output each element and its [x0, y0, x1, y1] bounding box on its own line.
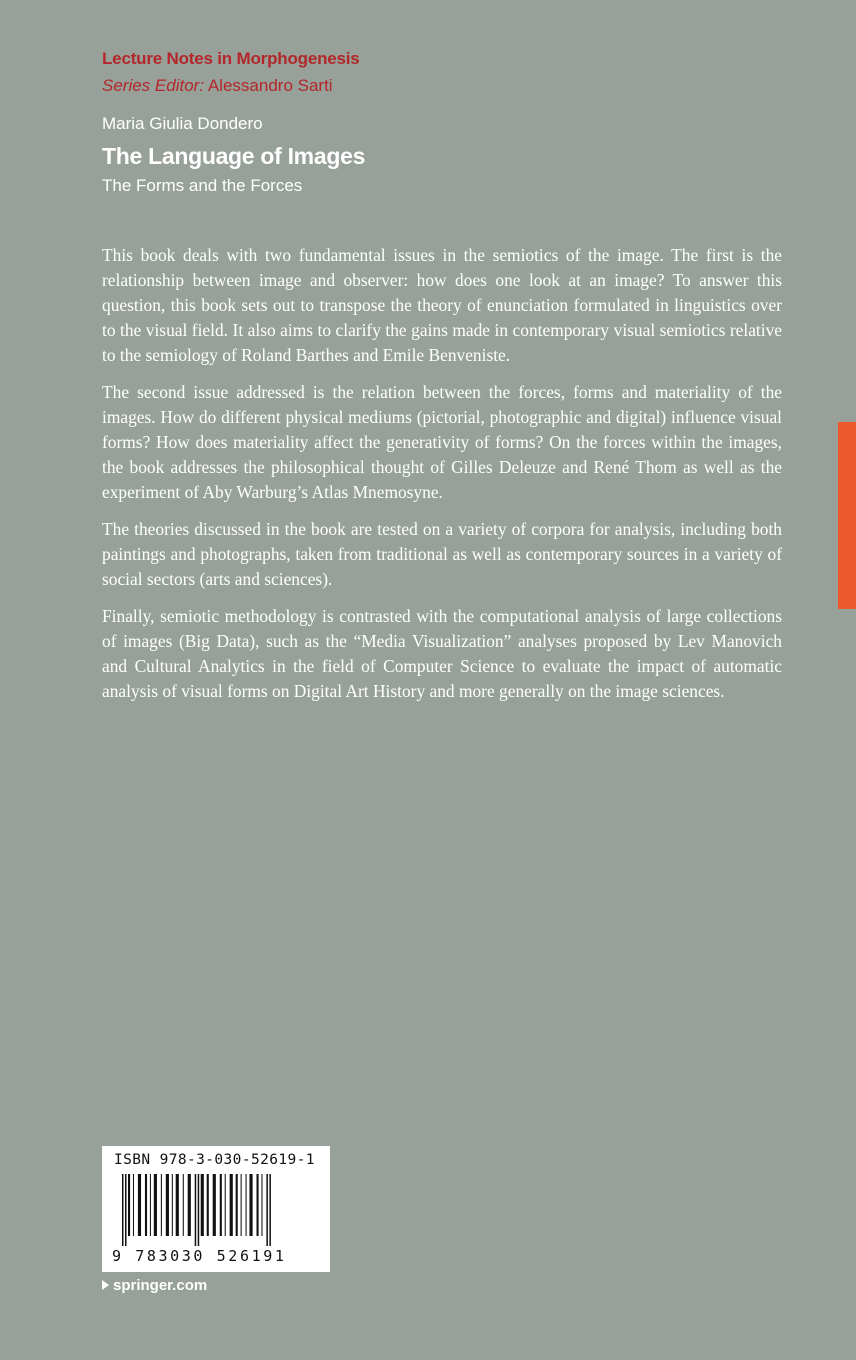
barcode-bar [213, 1174, 216, 1236]
barcode-bar [257, 1174, 259, 1236]
barcode-bar [261, 1174, 262, 1236]
barcode-bar [183, 1174, 184, 1236]
springer-link[interactable] [102, 1276, 207, 1296]
barcode-bar [188, 1174, 191, 1236]
barcode-bar [145, 1174, 147, 1236]
side-color-tab [838, 422, 856, 609]
blurb-paragraph: This book deals with two fundamental issues in the semiotics of the image. The first is the relationship between image and observer: how does one look at an image? To answer this question, this book sets out to transpose the theory of enunciation formulated in linguistics over to the visual field. It also aims to clarify the gains made in contemporary visual semiotics relative to the semiology of Roland Barthes and Emile Benveniste. [102, 245, 782, 365]
barcode-bar [150, 1174, 151, 1236]
barcode-bar [207, 1174, 209, 1236]
barcode-bars [110, 1174, 322, 1246]
barcode-bar [269, 1174, 271, 1246]
isbn-barcode [102, 1146, 330, 1272]
blurb-text [102, 243, 782, 716]
blurb-paragraph: Finally, semiotic methodology is contrasted with the computational analysis of large collections of images (Big Data), such as the “Media Visualization” analyses proposed by Lev Manovich and Cultural Analytics in the field of Computer Science to evaluate the impact of automatic analysis of visual forms on Digital Art History and more generally on the image sciences. [102, 606, 782, 701]
barcode-bar [122, 1174, 124, 1246]
barcode-digits: 9 783030 526191 [112, 1247, 287, 1265]
barcode-bar [198, 1174, 200, 1246]
barcode-bar [161, 1174, 162, 1236]
barcode-bar [125, 1174, 127, 1246]
barcode-bar [266, 1174, 268, 1246]
series-title: Lecture Notes in Morphogenesis [102, 49, 360, 68]
barcode-bar [176, 1174, 179, 1236]
series-editor [102, 73, 702, 99]
barcode-bar [166, 1174, 169, 1236]
barcode-bar [220, 1174, 222, 1236]
barcode-bar [236, 1174, 238, 1236]
series-editor-label: Series Editor: [102, 76, 205, 95]
barcode-bar [138, 1174, 141, 1236]
barcode-bar [133, 1174, 134, 1236]
springer-website: springer.com [113, 1277, 208, 1294]
blurb-paragraph: The second issue addressed is the relation between the forces, forms and materiality of the images. How do different physical mediums (pictorial, photographic and digital) influence visual forms? How does materiality affect the generativity of forms? On the forces within the images, the book addresses the philosophical thought of Gilles Deleuze and René Thom as well as the experiment of Aby Warburg’s Atlas Mnemosyne. [102, 382, 782, 502]
series-block [102, 48, 702, 99]
book-author: Maria Giulia Dondero [102, 114, 263, 133]
barcode-bar [154, 1174, 157, 1236]
barcode-bar [172, 1174, 173, 1236]
barcode-bar [249, 1174, 252, 1236]
book-subtitle: The Forms and the Forces [102, 176, 303, 195]
arrow-right-icon [102, 1280, 109, 1290]
book-title: The Language of Images [102, 143, 366, 169]
barcode-bar [241, 1174, 242, 1236]
barcode-bar [128, 1174, 130, 1236]
barcode-bar [201, 1174, 204, 1236]
barcode-bar [225, 1174, 226, 1236]
isbn-text: ISBN 978-3-030-52619-1 [114, 1152, 315, 1168]
blurb-paragraph: The theories discussed in the book are tested on a variety of corpora for analysis, including both paintings and photographs, taken from traditional as well as contemporary sources in a variety of social sectors (arts and sciences). [102, 519, 782, 589]
barcode-bar [230, 1174, 233, 1236]
series-editor-name: Alessandro Sarti [207, 76, 333, 95]
barcode-bar [195, 1174, 197, 1246]
barcode-bar [246, 1174, 247, 1236]
